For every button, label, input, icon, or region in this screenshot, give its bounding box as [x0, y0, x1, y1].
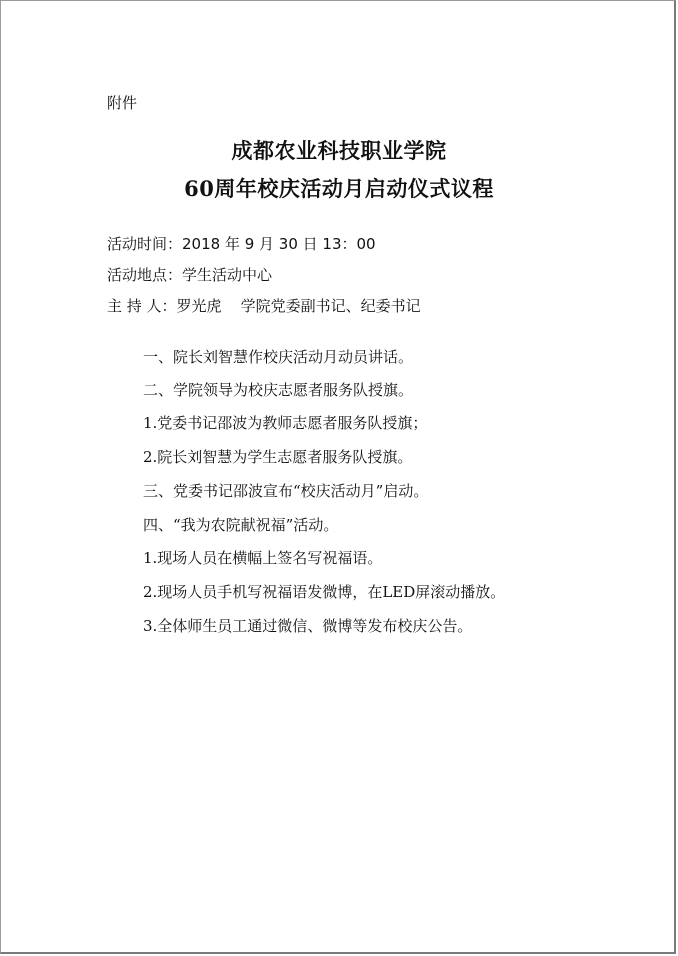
document-title-line-1: 成都农业科技职业学院 — [231, 138, 447, 163]
agenda-item: 3.全体师生员工通过微信、微博等发布校庆公告。 — [143, 617, 473, 635]
agenda-item: 2.现场人员手机写祝福语发微博，在LED屏滚动播放。 — [143, 583, 506, 601]
event-time: 活动时间：2018 年 9 月 30 日 13：00 — [107, 235, 376, 253]
agenda-item: 三、党委书记邵波宣布“校庆活动月”启动。 — [143, 482, 429, 500]
document-title-line-2: 60周年校庆活动月启动仪式议程 — [184, 176, 494, 201]
agenda-item: 1.现场人员在横幅上签名写祝福语。 — [143, 549, 383, 567]
agenda-item: 2.院长刘智慧为学生志愿者服务队授旗。 — [143, 448, 413, 466]
agenda-item: 1.党委书记邵波为教师志愿者服务队授旗； — [143, 414, 428, 432]
agenda-item: 一、院长刘智慧作校庆活动月动员讲话。 — [143, 348, 414, 366]
agenda-item: 四、“我为农院献祝福”活动。 — [143, 516, 339, 534]
agenda-item: 二、学院领导为校庆志愿者服务队授旗。 — [143, 381, 414, 399]
annex-label: 附件 — [107, 94, 138, 112]
event-host: 主 持 人：罗光虎 学院党委副书记、纪委书记 — [107, 297, 421, 315]
event-location: 活动地点：学生活动中心 — [107, 266, 273, 284]
